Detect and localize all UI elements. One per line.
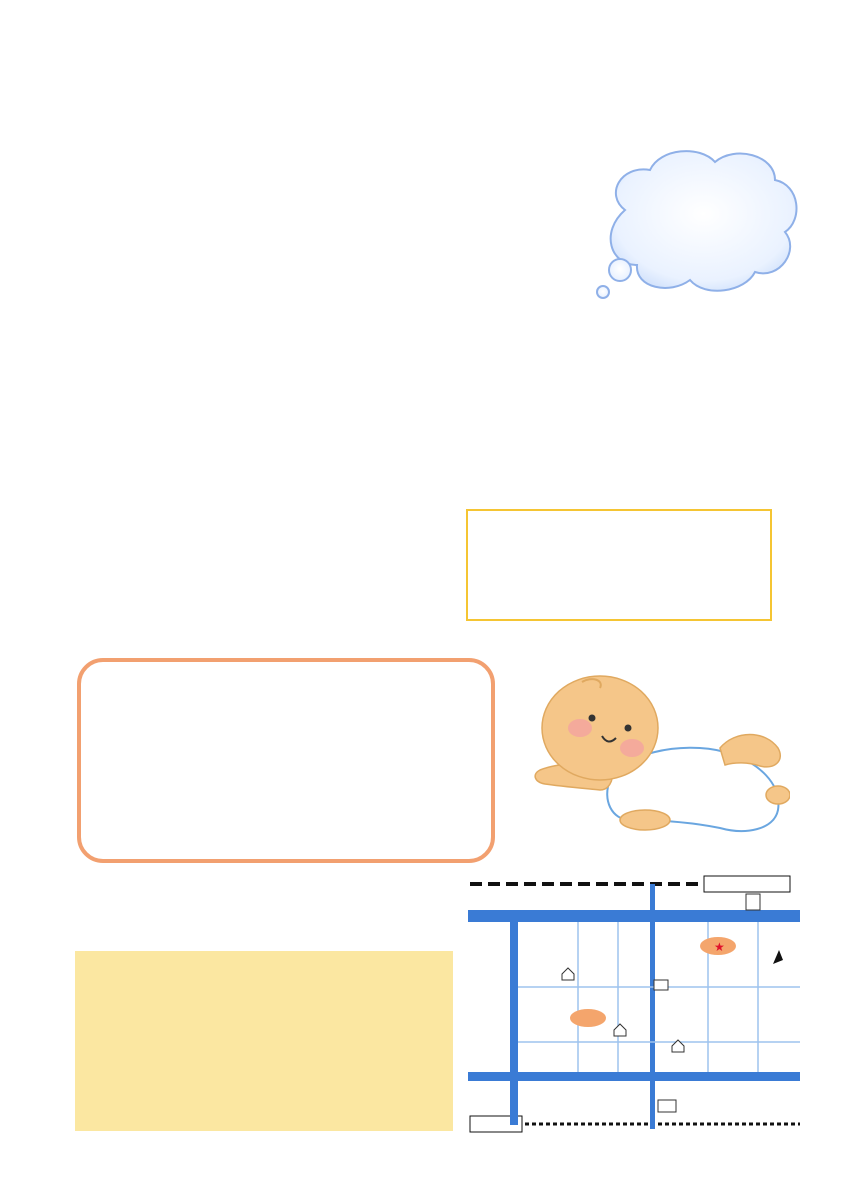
effects-box xyxy=(77,658,495,863)
cloud-bubble xyxy=(585,140,805,310)
baby-illustration xyxy=(520,670,790,845)
map-main-star-icon: ★ xyxy=(714,940,725,954)
reservation-box xyxy=(75,951,453,1131)
access-map xyxy=(468,872,800,1137)
session-date-1 xyxy=(150,308,162,338)
star-border-left xyxy=(33,50,51,1150)
north-arrow-icon xyxy=(773,950,783,964)
session-date-2 xyxy=(150,360,162,390)
health-notice-box xyxy=(466,509,772,621)
